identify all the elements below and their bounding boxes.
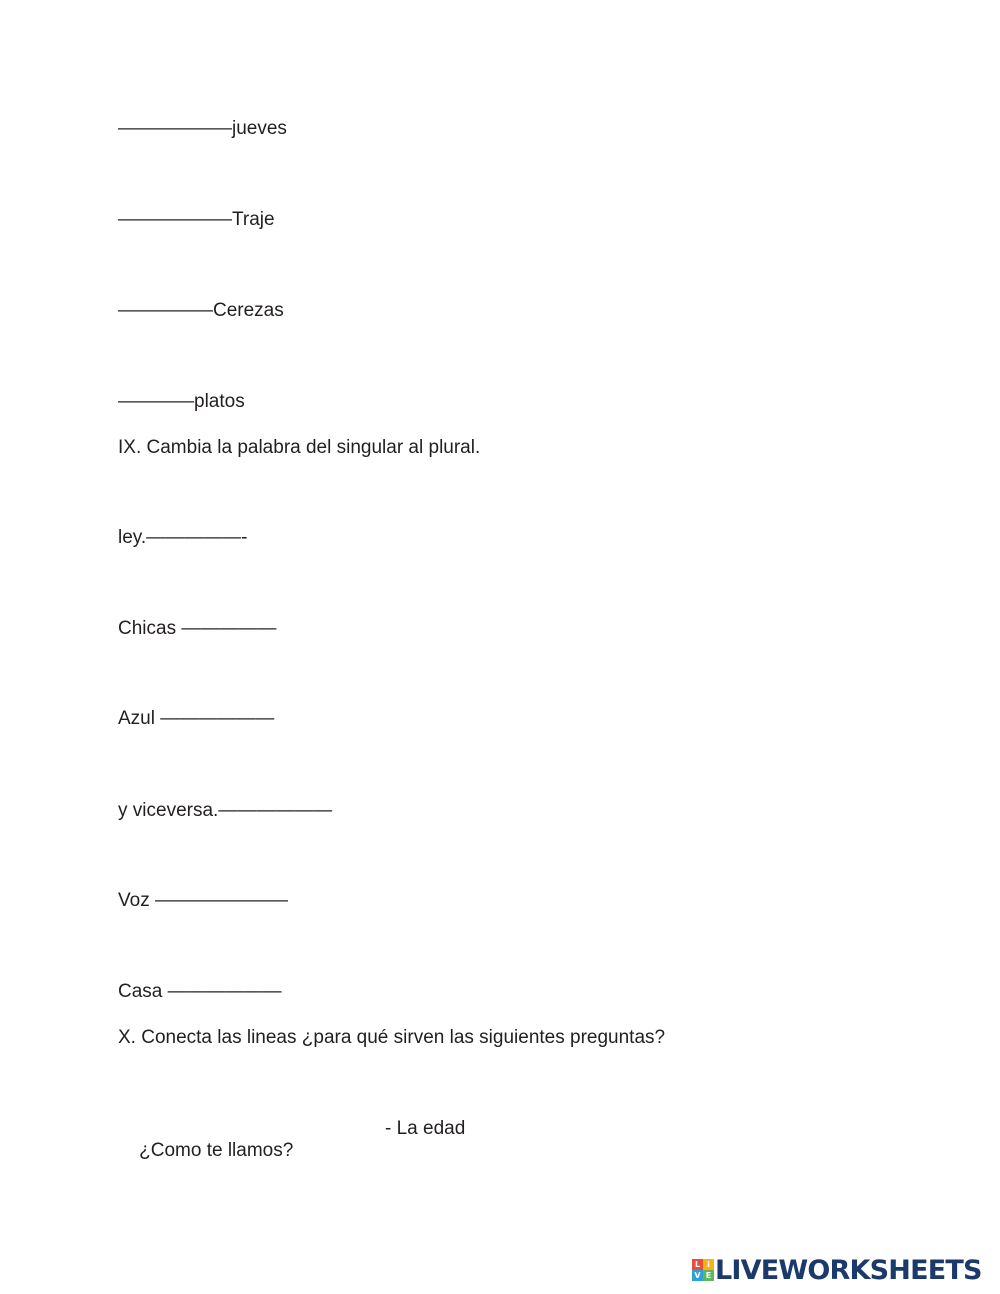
blank-viceversa: y viceversa.—————— xyxy=(118,800,333,821)
blank-cerezas: —————Cerezas xyxy=(118,300,284,321)
blank-azul: Azul —————— xyxy=(118,708,275,729)
section-x-heading: X. Conecta las lineas ¿para qué sirven las siguientes preguntas? xyxy=(118,1027,666,1048)
match-answer: - La edad xyxy=(385,1118,466,1139)
match-question: ¿Como te llamos? xyxy=(139,1140,294,1161)
blank-voz: Voz ——————— xyxy=(118,890,288,911)
blank-ley: ley.—————- xyxy=(118,527,248,548)
logo-letter-e: E xyxy=(703,1270,714,1281)
liveworksheets-icon xyxy=(692,1259,714,1281)
blank-platos: ————platos xyxy=(118,391,245,412)
match-row xyxy=(118,1118,466,1206)
logo-text: LIVEWORKSHEETS xyxy=(715,1254,982,1286)
liveworksheets-logo xyxy=(692,1255,982,1285)
blank-traje: ——————Traje xyxy=(118,209,275,230)
logo-letter-l: L xyxy=(692,1259,703,1270)
blank-chicas: Chicas ————— xyxy=(118,618,277,639)
section-ix-heading: IX. Cambia la palabra del singular al plural. xyxy=(118,437,481,458)
logo-letter-i: I xyxy=(703,1259,714,1270)
logo-letter-v: V xyxy=(692,1270,703,1281)
blank-casa: Casa —————— xyxy=(118,981,282,1002)
blank-jueves: ——————jueves xyxy=(118,118,287,139)
